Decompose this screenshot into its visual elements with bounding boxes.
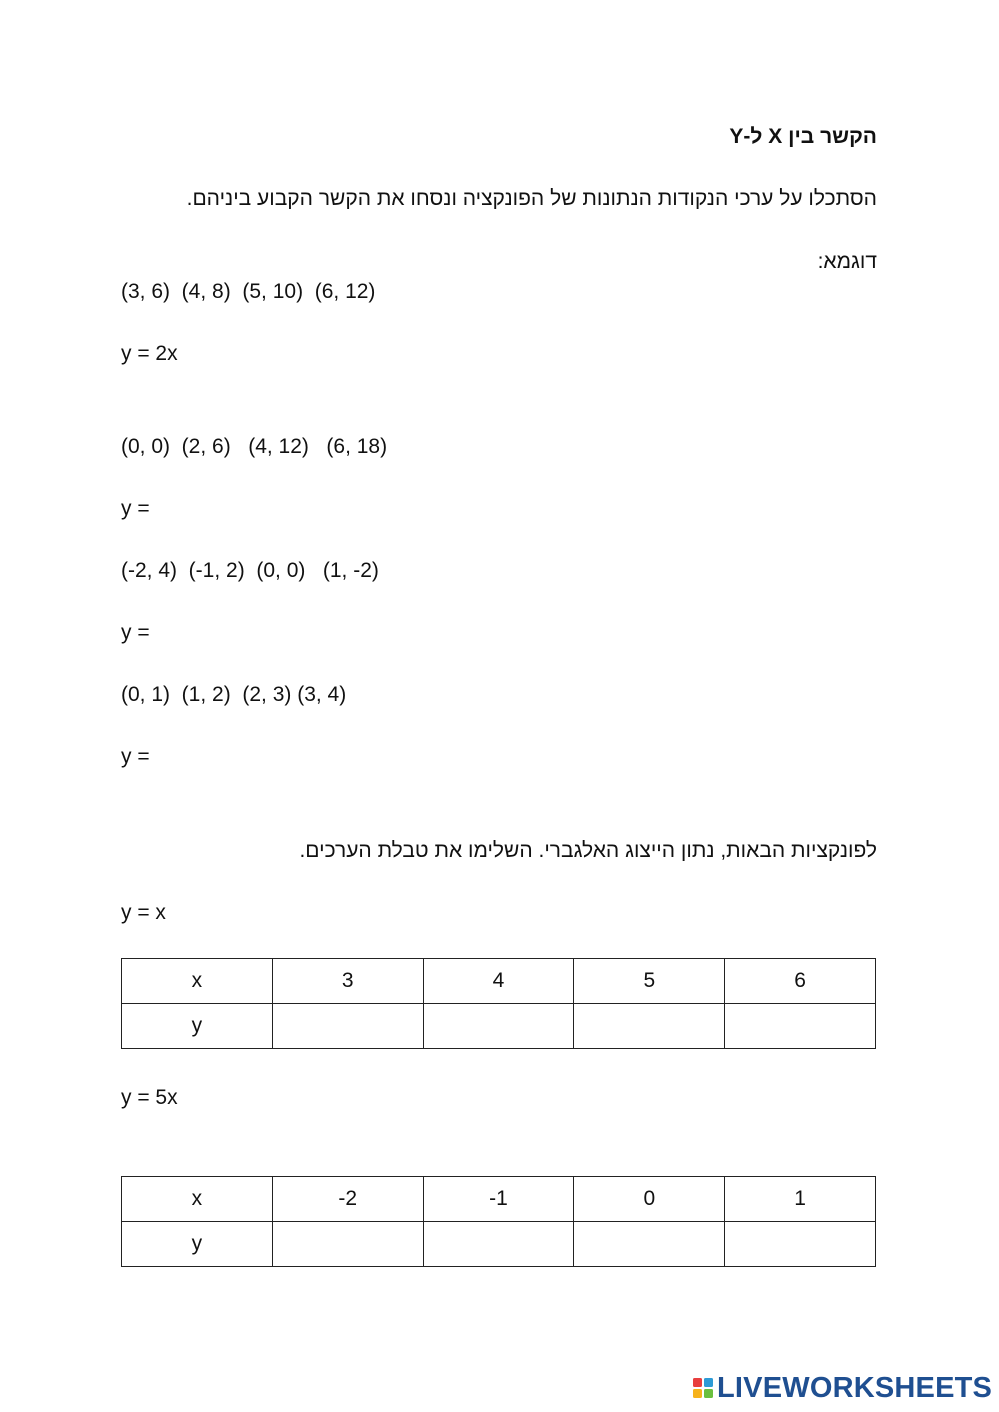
- x-header-cell: x: [122, 959, 273, 1004]
- table-2-function: y = 5x: [121, 1086, 178, 1109]
- exercise-3-answer-field[interactable]: y =: [121, 745, 150, 768]
- y-answer-cell[interactable]: [423, 1004, 574, 1049]
- table-row: [122, 1222, 876, 1267]
- x-value-cell: 6: [725, 959, 876, 1004]
- table-row: [122, 1177, 876, 1222]
- exercise-2-answer-field[interactable]: y =: [121, 621, 150, 644]
- y-answer-cell[interactable]: [574, 1222, 725, 1267]
- y-answer-cell[interactable]: [272, 1222, 423, 1267]
- y-header-cell: y: [122, 1222, 273, 1267]
- x-value-cell: -1: [423, 1177, 574, 1222]
- x-value-cell: -2: [272, 1177, 423, 1222]
- x-value-cell: 1: [725, 1177, 876, 1222]
- table-row: [122, 1004, 876, 1049]
- values-table-2: [121, 1176, 876, 1267]
- table-1-function: y = x: [121, 901, 166, 924]
- liveworksheets-logo-icon: [692, 1377, 714, 1399]
- exercise-1-points: (0, 0) (2, 6) (4, 12) (6, 18): [121, 435, 388, 458]
- table-row: [122, 959, 876, 1004]
- y-answer-cell[interactable]: [272, 1004, 423, 1049]
- liveworksheets-logo: [692, 1373, 992, 1403]
- exercise-3-points: (0, 1) (1, 2) (2, 3) (3, 4): [121, 683, 347, 706]
- brand-name: LIVEWORKSHEETS: [717, 1371, 993, 1404]
- y-answer-cell[interactable]: [423, 1222, 574, 1267]
- x-value-cell: 4: [423, 959, 574, 1004]
- x-value-cell: 3: [272, 959, 423, 1004]
- x-value-cell: 0: [574, 1177, 725, 1222]
- part2-instruction: לפונקציות הבאות, נתון הייצוג האלגברי. השלימו את טבלת הערכים.: [299, 839, 877, 862]
- values-table-1: [121, 958, 876, 1049]
- y-header-cell: y: [122, 1004, 273, 1049]
- y-answer-cell[interactable]: [725, 1222, 876, 1267]
- exercise-2-points: (-2, 4) (-1, 2) (0, 0) (1, -2): [121, 559, 379, 582]
- example-points: (3, 6) (4, 8) (5, 10) (6, 12): [121, 280, 376, 303]
- x-header-cell: x: [122, 1177, 273, 1222]
- example-answer: y = 2x: [121, 342, 178, 365]
- instruction-text: הסתכלו על ערכי הנקודות הנתונות של הפונקציה ונסחו את הקשר הקבוע ביניהם.: [186, 187, 877, 210]
- example-label: דוגמא:: [817, 250, 877, 273]
- worksheet-title: הקשר בין X ל-Y: [729, 125, 877, 148]
- exercise-1-answer-field[interactable]: y =: [121, 497, 150, 520]
- x-value-cell: 5: [574, 959, 725, 1004]
- y-answer-cell[interactable]: [725, 1004, 876, 1049]
- y-answer-cell[interactable]: [574, 1004, 725, 1049]
